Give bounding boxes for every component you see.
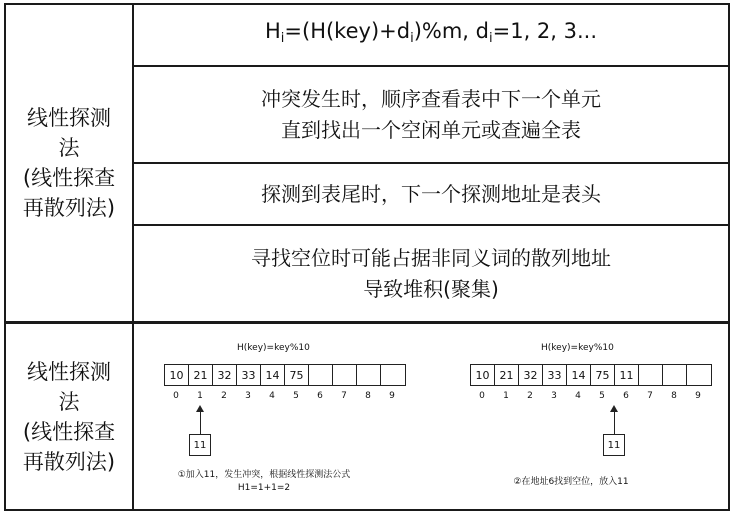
table-slot: 10 <box>165 365 189 385</box>
slot-index: 2 <box>221 391 227 401</box>
table-slot: 75 <box>285 365 309 385</box>
formula-sub-i: i <box>280 31 285 46</box>
method-label-bottom <box>6 324 132 509</box>
hash-function-title: H(key)=key%10 <box>237 343 310 353</box>
table-slot: 21 <box>495 365 519 385</box>
arrow-shaft <box>614 411 615 434</box>
note-line: ②在地址6找到空位，放入11 <box>513 477 629 487</box>
slot-index: 5 <box>599 391 605 401</box>
placement-note <box>471 476 671 489</box>
rule-line: 探测到表尾时，下一个探测地址是表头 <box>261 181 601 206</box>
rule-line: 直到找出一个空闲单元或查遍全表 <box>281 117 581 142</box>
slot-index: 8 <box>671 391 677 401</box>
slot-index: 2 <box>527 391 533 401</box>
label-line: 法 <box>58 136 80 160</box>
note-line: H1=1+1=2 <box>237 483 291 493</box>
example-collision <box>134 324 431 509</box>
slot-index: 1 <box>197 391 203 401</box>
inserted-key-box: 11 <box>603 434 625 456</box>
table-slot <box>381 365 405 385</box>
slot-index: 3 <box>245 391 251 401</box>
table-slot: 14 <box>261 365 285 385</box>
table-slot <box>663 365 687 385</box>
table-slot <box>333 365 357 385</box>
slot-indices <box>470 391 710 401</box>
rule-collision-cell <box>134 67 728 162</box>
rule-line: 寻找空位时可能占据非同义词的散列地址 <box>251 245 611 270</box>
label-line: (线性探查 <box>22 419 116 444</box>
formula-sub-i: i <box>488 31 493 46</box>
formula-end: =1, 2, 3... <box>492 19 598 43</box>
label-line: 再散列法) <box>22 449 116 474</box>
inserted-key-box: 11 <box>189 434 211 456</box>
slot-index: 4 <box>575 391 581 401</box>
label-line: 线性探测 <box>27 359 111 384</box>
hash-table-slots <box>470 364 712 386</box>
table-slot: 11 <box>615 365 639 385</box>
slot-index: 3 <box>551 391 557 401</box>
slot-index: 1 <box>503 391 509 401</box>
label-line: (线性探查 <box>22 166 116 190</box>
table-slot <box>687 365 711 385</box>
hash-table-slots <box>164 364 406 386</box>
table-slot: 10 <box>471 365 495 385</box>
slot-index: 9 <box>695 391 701 401</box>
slot-index: 6 <box>317 391 323 401</box>
slot-index: 0 <box>173 391 179 401</box>
method-label-top <box>6 5 132 321</box>
slot-index: 4 <box>269 391 275 401</box>
formula-h: H <box>264 19 281 43</box>
table-slot <box>357 365 381 385</box>
example-placement <box>431 324 728 509</box>
slot-index: 7 <box>341 391 347 401</box>
slot-index: 8 <box>365 391 371 401</box>
table-slot <box>309 365 333 385</box>
probe-formula <box>265 16 597 54</box>
table-slot <box>639 365 663 385</box>
formula-mid: =(H(key)+d <box>284 19 411 43</box>
hash-method-table <box>4 3 730 511</box>
slot-index: 5 <box>293 391 299 401</box>
formula-sub-i: i <box>410 31 414 46</box>
table-slot: 32 <box>519 365 543 385</box>
slot-index: 6 <box>623 391 629 401</box>
label-line: 再散列法) <box>22 196 116 220</box>
rule-clustering-cell <box>134 226 728 321</box>
slot-index: 0 <box>479 391 485 401</box>
formula-tail: )%m, d <box>413 19 489 43</box>
arrow-shaft <box>200 411 201 434</box>
label-line: 线性探测 <box>27 106 111 130</box>
rule-wraparound-cell <box>134 164 728 224</box>
formula-cell <box>134 5 728 65</box>
table-slot: 75 <box>591 365 615 385</box>
slot-index: 9 <box>389 391 395 401</box>
slot-index: 7 <box>647 391 653 401</box>
table-slot: 21 <box>189 365 213 385</box>
table-slot: 32 <box>213 365 237 385</box>
rule-line: 导致堆积(聚集) <box>363 276 499 301</box>
rule-line: 冲突发生时，顺序查看表中下一个单元 <box>261 86 601 111</box>
note-line: ①加入11，发生冲突，根据线性探测法公式 <box>177 470 351 480</box>
collision-note <box>164 469 364 495</box>
slot-indices <box>164 391 404 401</box>
table-slot: 33 <box>237 365 261 385</box>
table-slot: 14 <box>567 365 591 385</box>
table-slot: 33 <box>543 365 567 385</box>
label-line: 法 <box>58 389 80 414</box>
hash-function-title: H(key)=key%10 <box>541 343 614 353</box>
